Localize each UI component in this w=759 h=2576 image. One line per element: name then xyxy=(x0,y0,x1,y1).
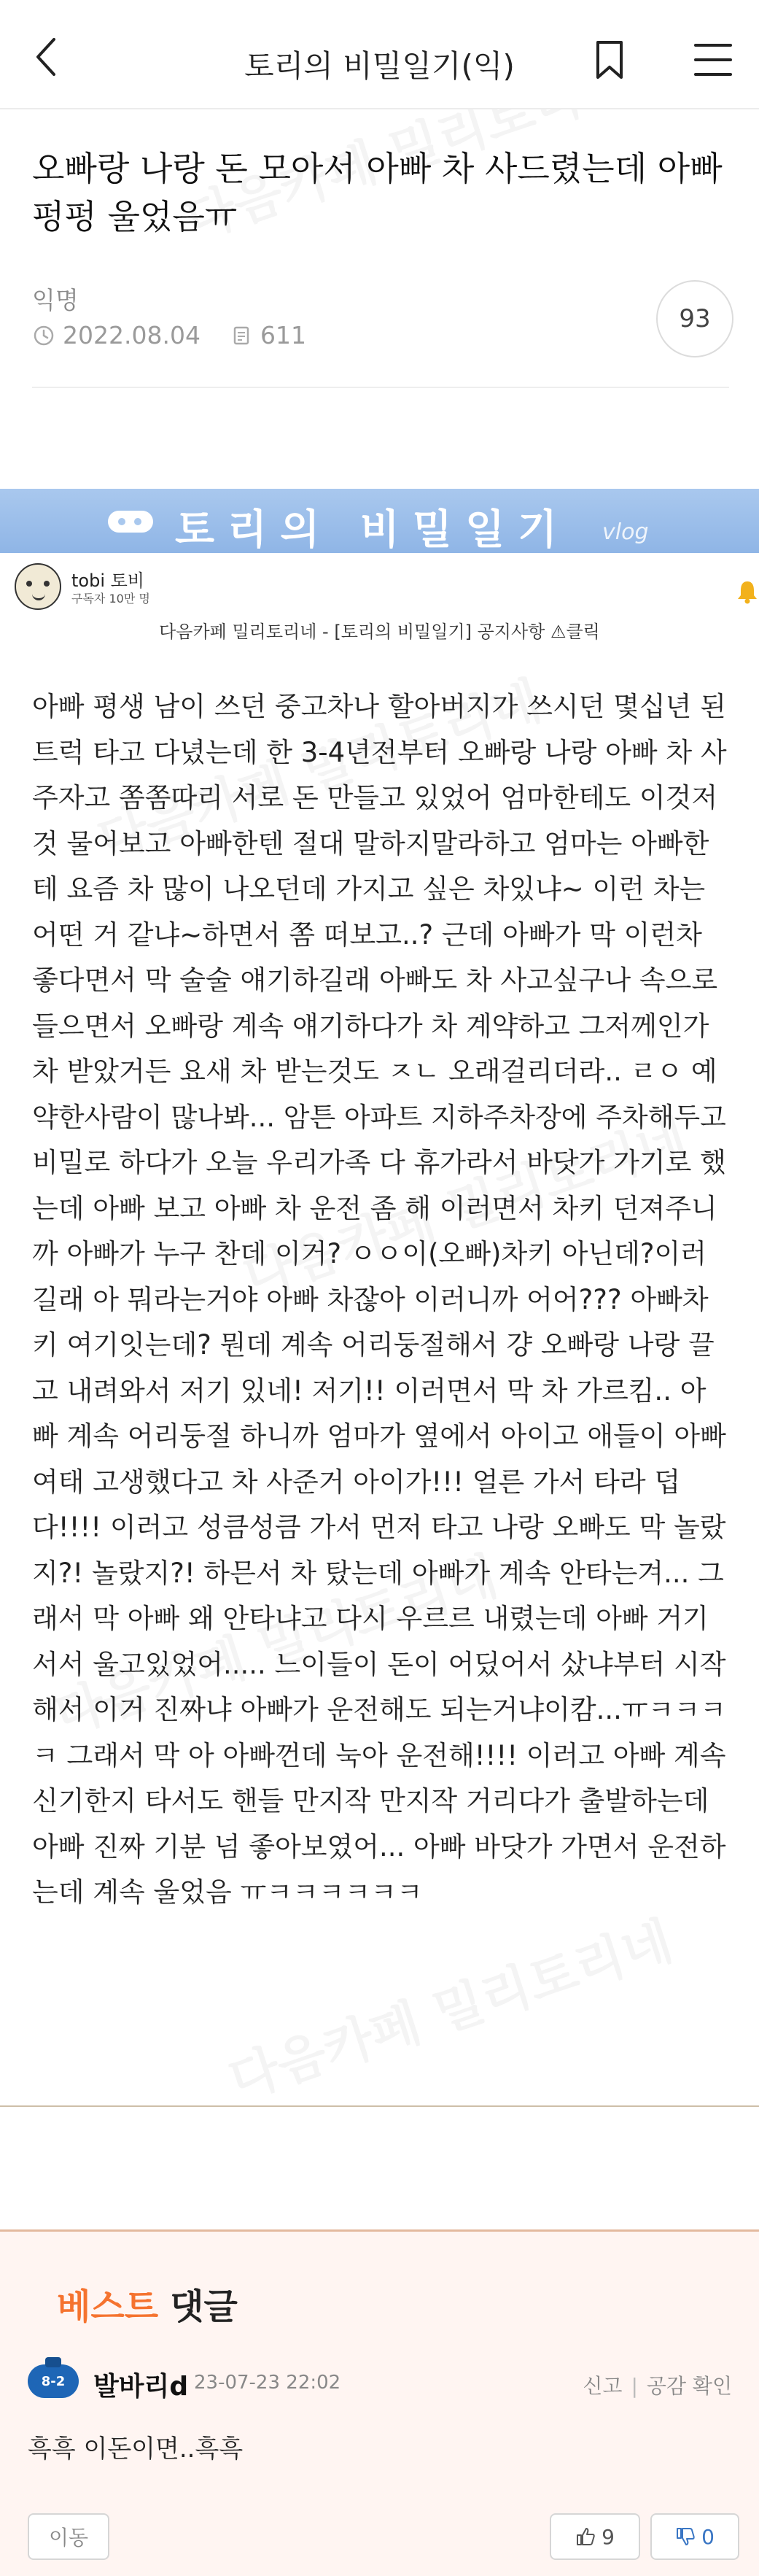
post-author[interactable]: 익명 xyxy=(32,286,79,314)
comment-count-button[interactable]: 93 xyxy=(656,280,733,357)
comment-date: 23-07-23 22:02 xyxy=(194,2372,341,2394)
thumbs-up-icon xyxy=(575,2526,596,2547)
avatar xyxy=(15,563,61,610)
best-comments-title xyxy=(57,2278,238,2329)
post-views: 611 xyxy=(260,321,306,349)
bookmark-icon xyxy=(588,38,631,82)
board-banner xyxy=(0,489,759,553)
comment-user[interactable]: 발바리d xyxy=(93,2372,189,2402)
watermark xyxy=(219,1900,680,2113)
document-icon xyxy=(230,324,253,347)
banner-pill-decoration xyxy=(108,511,153,533)
best-label: 베스트 xyxy=(57,2286,159,2327)
bell-icon xyxy=(736,579,758,604)
post-meta xyxy=(32,321,306,349)
post-title: 오빠랑 나랑 돈 모아서 아빠 차 사드렸는데 아빠 펑펑 울었음ㅠ xyxy=(32,149,723,236)
top-bar xyxy=(0,0,759,109)
bookmark-button[interactable] xyxy=(588,38,631,82)
comment-actions: 신고 | 공감 확인 xyxy=(583,2374,732,2398)
divider xyxy=(32,387,729,388)
divider xyxy=(0,2105,759,2107)
cafe-board-title[interactable]: 토리의 비밀일기(익) xyxy=(244,48,515,84)
report-link[interactable]: 신고 xyxy=(583,2374,623,2398)
dislike-count: 0 xyxy=(701,2524,715,2549)
channel-bar xyxy=(15,560,759,611)
comment-header xyxy=(28,2362,732,2402)
post-date: 2022.08.04 xyxy=(63,321,201,349)
dislike-button[interactable] xyxy=(650,2513,739,2560)
level-badge-tab xyxy=(45,2357,61,2367)
move-button[interactable]: 이동 xyxy=(28,2513,109,2560)
banner-tag: vlog xyxy=(602,519,649,545)
like-button[interactable] xyxy=(550,2513,640,2560)
channel-subscribers: 구독자 10만 명 xyxy=(71,592,150,606)
best-comments-section xyxy=(0,2232,759,2576)
level-badge: 8-2 xyxy=(28,2364,79,2398)
comment-label: 댓글 xyxy=(170,2286,238,2327)
clock-icon xyxy=(32,324,55,347)
empathy-link[interactable]: 공감 확인 xyxy=(646,2374,732,2398)
comment-text: 흑흑 이돈이면..흑흑 xyxy=(28,2434,244,2464)
like-count: 9 xyxy=(602,2524,615,2549)
banner-title: 토리의 비밀일기 xyxy=(175,506,571,554)
notice-link[interactable]: 다음카페 밀리토리네 - [토리의 비밀일기] 공지사항 ⚠클릭 xyxy=(159,622,600,642)
post-body: 아빠 평생 남이 쓰던 중고차나 할아버지가 쓰시던 몇십년 된 트럭 타고 다녔는데 한 3-4년전부터 오빠랑 나랑 아빠 차 사주자고 쫌쫌따리 서로 돈 만들고 있었어 엄마한테도 이것저것 물어보고 아빠한텐 절대 말하지말라하고 엄마는 아빠한테 요즘 차 많이 나오던데 가지고 싶은 차있냐~ 이런 차는 어떤 거 같냐~하면서 쫌 떠보고..? 근데 아빠가 막 이런차 좋다면서 막 술술 얘기하길래 아빠도 차 사고싶구나 속으로 들으면서 오빠랑 계속 얘기하다가 차 계약하고 그저께인가 차 받았거든 요새 차 받는것도 ㅈㄴ 오래걸리더라.. ㄹㅇ 예약한사람이 많나봐... 암튼 아파트 지하주차장에 주차해두고 비밀로 하다가 오늘 우리가족 다 휴가라서 바닷가 가기로 했는데 아빠 보고 아빠 차 운전 좀 해 이러면서 차키 던져주니까 아빠가 누구 찬데 이거? ㅇㅇ이(오빠)차키 아닌데?이러길래 아 뭐라는거야 아빠 차잖아 이러니까 어어??? 아빠차키 여기잇는데? 뭔데 계속 어리둥절해서 걍 오빠랑 나랑 끌고 내려와서 저기 있네! 저기!! 이러면서 막 차 가르킴.. 아빠 계속 어리둥절 하니까 엄마가 옆에서 아이고 애들이 아빠 여태 고생했다고 차 사준거 아이가!!! 얼른 가서 타라 덥다!!!! 이러고 성큼성큼 가서 먼저 타고 나랑 오빠도 막 놀랐지?! 놀랐지?! 하믄서 차 탔는데 아빠가 계속 안타는겨... 그래서 막 아빠 왜 안타냐고 다시 우르르 내렸는데 아빠 거기서서 울고있었어..... 느이들이 돈이 어딨어서 샀냐부터 시작해서 이거 진짜냐 아빠가 운전해도 되는거냐이캄...ㅠㅋㅋㅋㅋ 그래서 막 아 아빠껀데 눅아 운전해!!!! 이러고 아빠 계속 신기한지 타서도 핸들 만지작 만지작 거리다가 출발하는데 아빠 진짜 기분 넘 좋아보였어... 아빠 바닷가 가면서 운전하는데 계속 울었음 ㅠㅋㅋㅋㅋㅋㅋ xyxy=(32,691,727,1908)
menu-button[interactable] xyxy=(691,39,735,80)
channel-name: tobi 토비 xyxy=(71,570,144,591)
hamburger-menu-icon xyxy=(691,39,735,80)
thumbs-down-icon xyxy=(675,2526,696,2547)
